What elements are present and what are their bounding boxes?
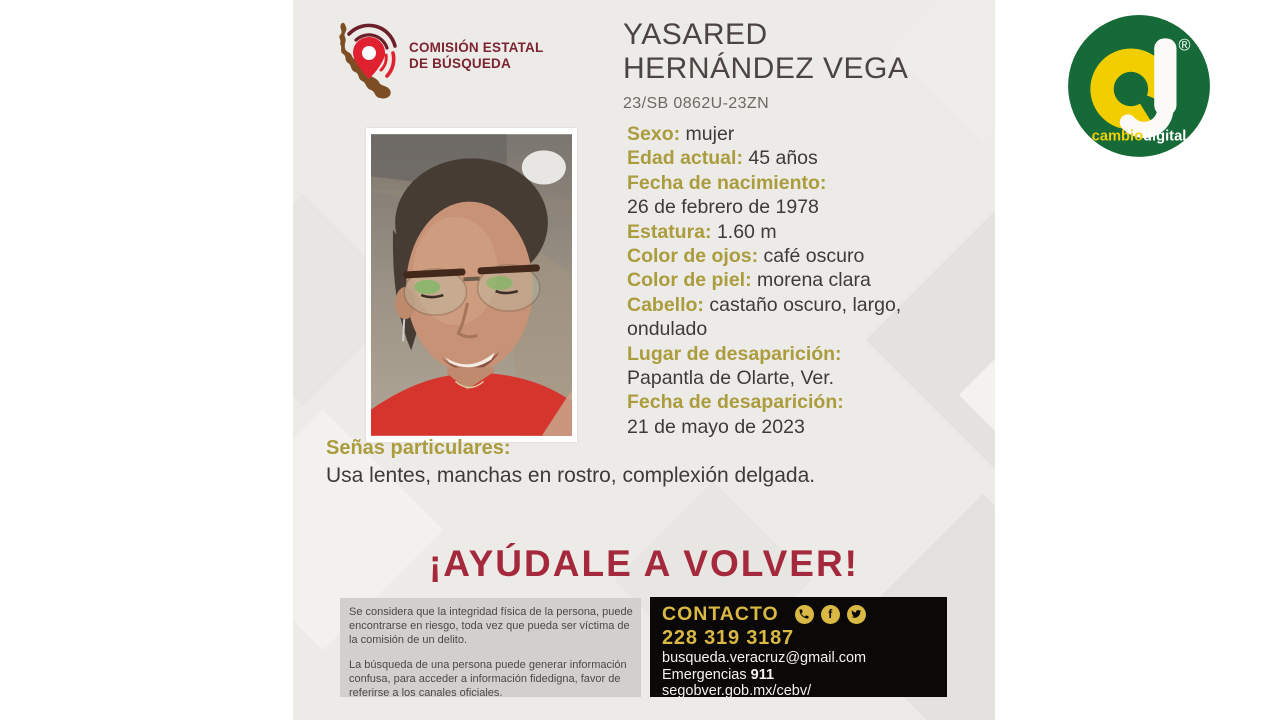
registered-mark: ® — [1178, 36, 1191, 55]
cambiodigital-logo-icon — [1063, 12, 1215, 164]
person-photo — [366, 128, 577, 442]
detail-edad: Edad actual: 45 años — [627, 147, 818, 170]
detail-estatura: Estatura: 1.60 m — [627, 220, 777, 243]
disclaimer-paragraph-1: Se considera que la integridad física de la persona, puede encontrarse en riesgo, toda vez que pueda ser víctima de la comisión de un delito. — [349, 606, 633, 646]
detail-sexo: Sexo: mujer — [627, 123, 735, 145]
detail-nacimiento-value: 26 de febrero de 1978 — [627, 196, 819, 219]
phone-icon — [795, 605, 814, 624]
person-name — [623, 18, 908, 86]
detail-lugar-value: Papantla de Olarte, Ver. — [627, 367, 835, 390]
distinguishing-marks — [326, 436, 966, 489]
detail-fecha-desap-value: 21 de mayo de 2023 — [627, 415, 805, 438]
org-name-line2: DE BÚSQUEDA — [409, 56, 511, 71]
twitter-icon — [847, 605, 866, 624]
detail-fecha-desap-label: Fecha de desaparición: — [627, 391, 844, 414]
emergency-number: 911 — [750, 666, 775, 683]
contact-header-row — [662, 601, 947, 627]
contact-phone-number: 228 319 3187 — [662, 627, 794, 649]
detail-lugar-label: Lugar de desaparición: — [627, 342, 842, 365]
org-name-line1: COMISIÓN ESTATAL — [409, 40, 544, 55]
distinguishing-marks-label: Señas particulares: — [326, 437, 511, 459]
disclaimer-paragraph-2: La búsqueda de una persona puede generar información confusa, para acceder a información fidedigna, favor de referirse a los canales oficiales. — [349, 659, 627, 699]
person-header — [623, 18, 908, 113]
missing-person-poster — [293, 0, 995, 720]
person-name-line2: HERNÁNDEZ VEGA — [623, 52, 909, 85]
emergency-line: Emergencias 911 — [662, 666, 775, 683]
distinguishing-marks-value: Usa lentes, manchas en rostro, complexión delgada. — [326, 464, 816, 487]
person-name-line1: YASARED — [623, 18, 768, 51]
contact-social-icons — [795, 605, 866, 624]
person-details — [627, 122, 965, 439]
detail-ojos: Color de ojos: café oscuro — [627, 245, 865, 268]
org-name — [409, 40, 543, 72]
contact-title: CONTACTO — [662, 602, 779, 625]
help-return-headline: ¡AYÚDALE A VOLVER! — [428, 543, 859, 584]
detail-piel: Color de piel: morena clara — [627, 269, 871, 292]
facebook-icon: f — [821, 605, 840, 624]
contact-email: busqueda.veracruz@gmail.com — [662, 650, 867, 666]
contact-website: segobver.gob.mx/cebv/ — [662, 683, 812, 699]
brand-wordmark: cambiodigital — [1091, 128, 1187, 145]
search-commission-logo-icon — [329, 20, 409, 112]
case-id: 23/SB 0862U-23ZN — [623, 95, 770, 112]
detail-nacimiento-label: Fecha de nacimiento: — [627, 171, 827, 194]
portrait-illustration — [371, 133, 572, 437]
detail-cabello: Cabello: castaño oscuro, largo, ondulado — [627, 293, 902, 341]
disclaimer-box — [340, 598, 641, 697]
contact-box — [650, 597, 947, 697]
